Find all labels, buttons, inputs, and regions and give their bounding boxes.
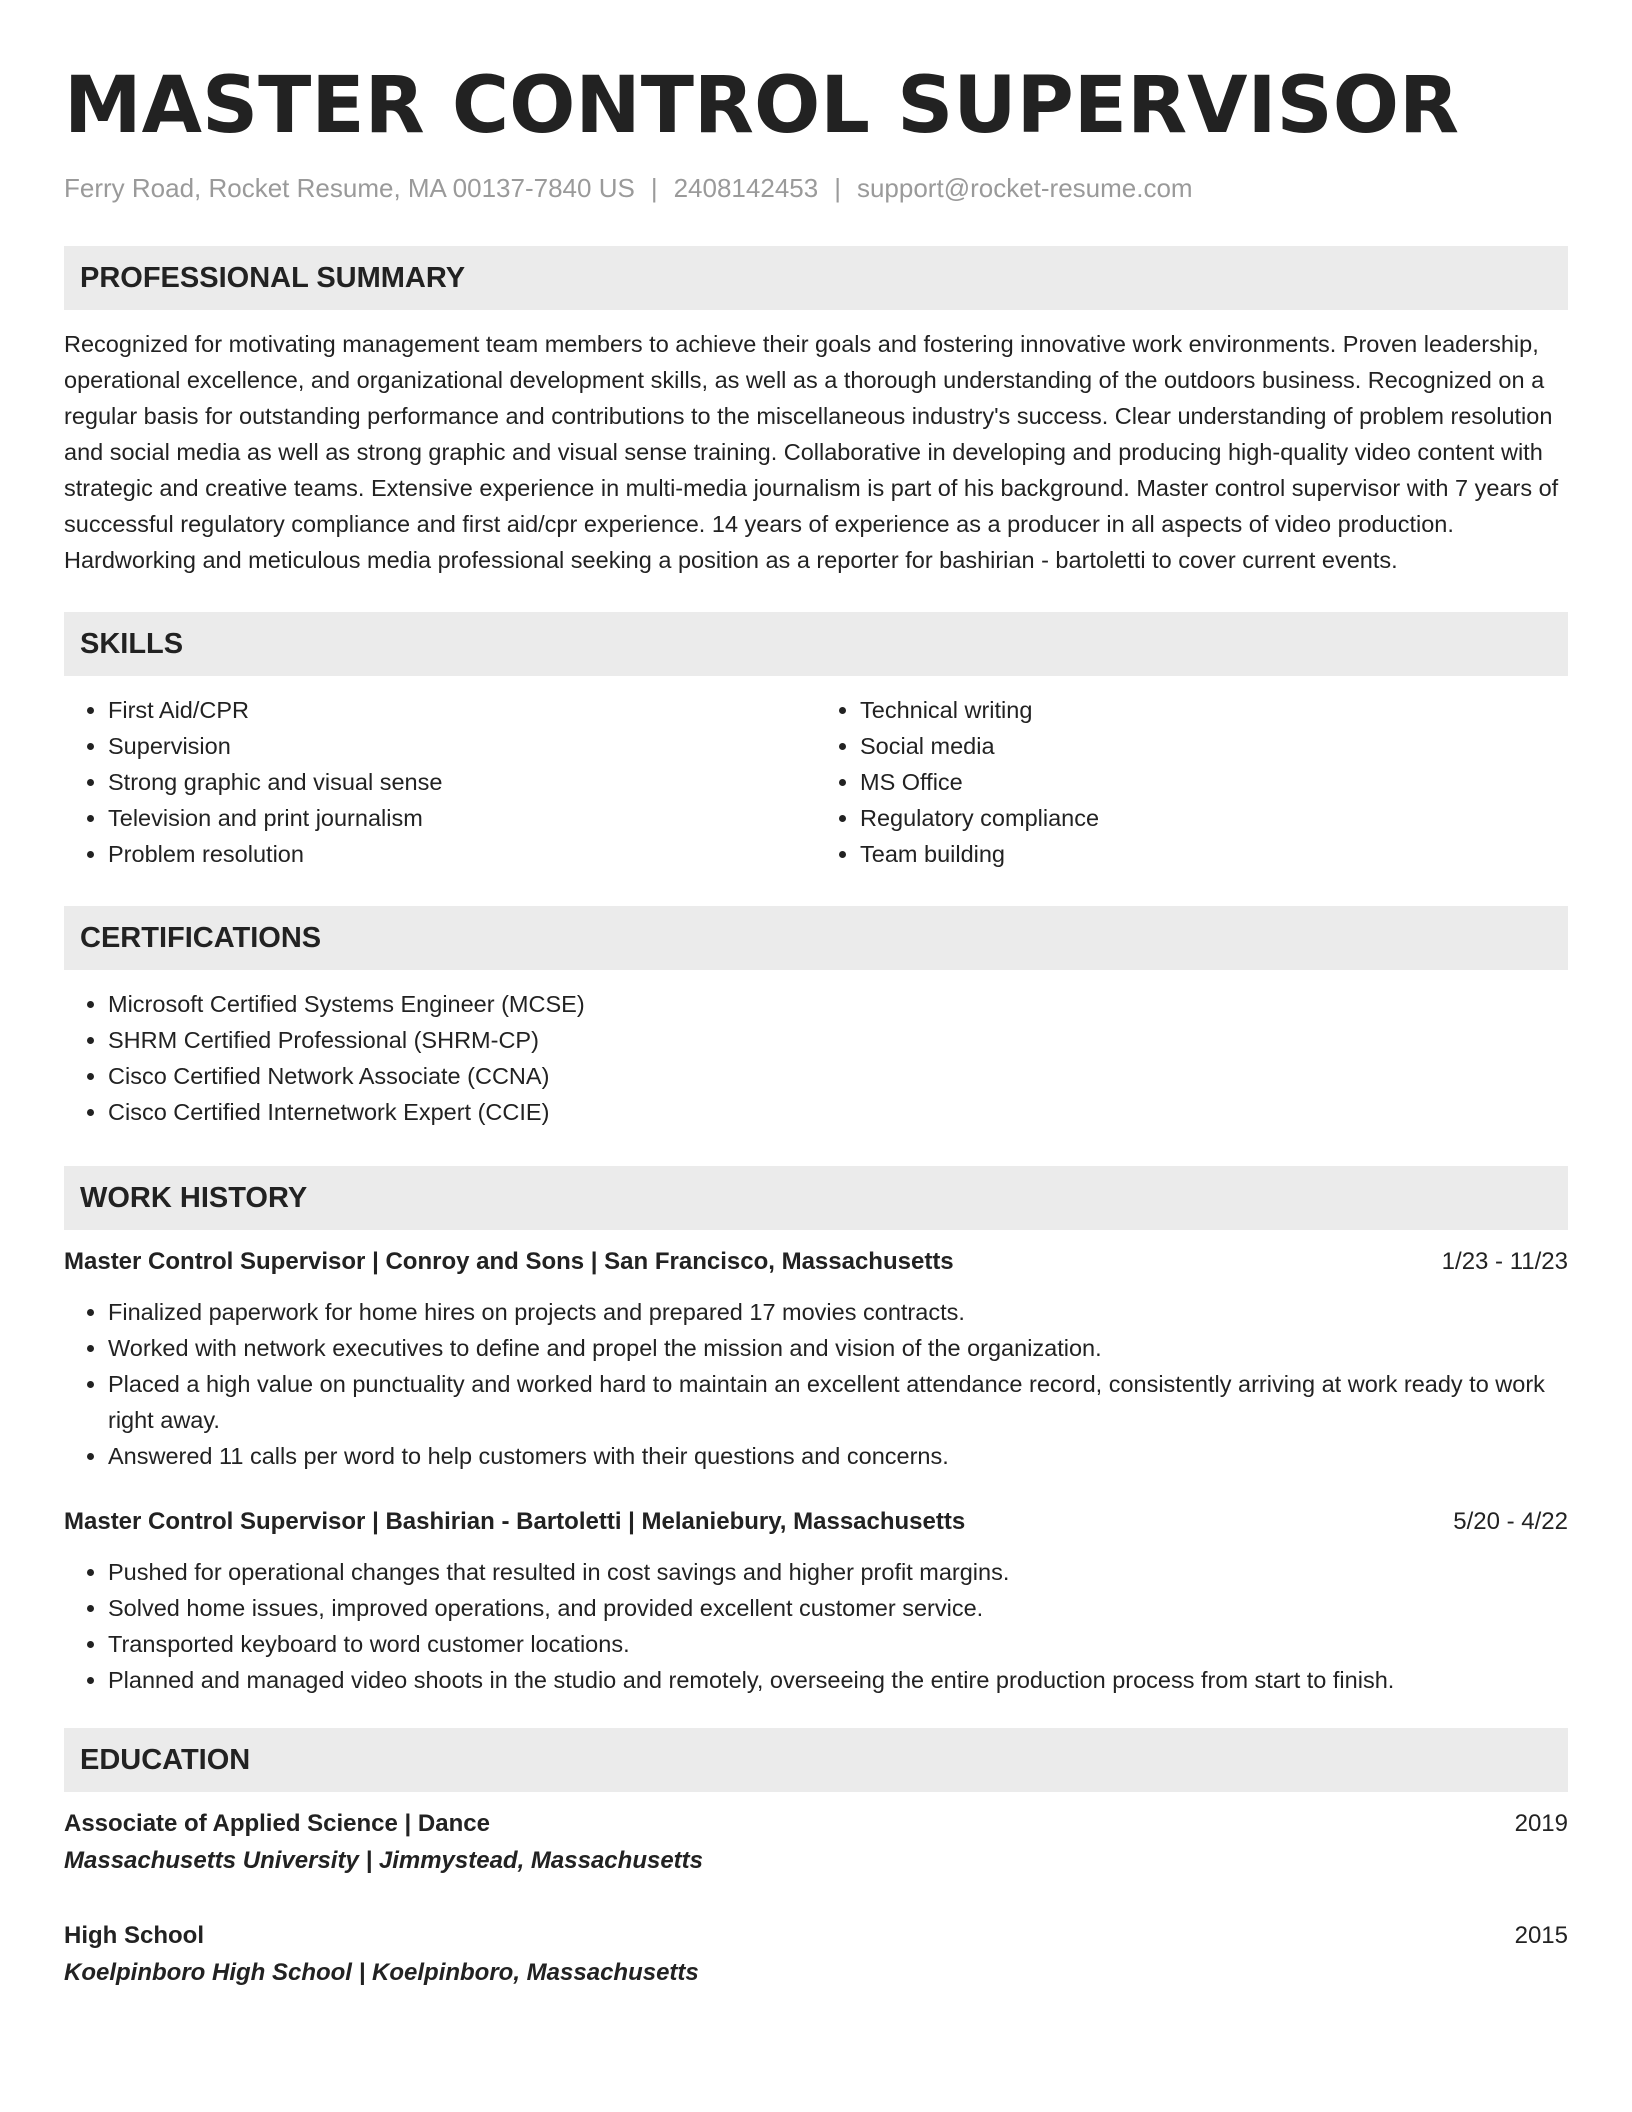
summary-text: Recognized for motivating management team members to achieve their goals and fostering innovative work environments. Proven leadership, operational excellence, and organizational development skills, as well as a thorough understanding of the outdoors business. Recognized on a regular basis for outstanding performance and contributions to the miscellaneous industry's success. Clear understanding of problem resolution and social media as well as strong graphic and visual sense training. Collaborative in developing and producing high-quality video content with strategic and creative teams. Extensive experience in multi-media journalism is part of his background. Master control supervisor with 7 years of successful regulatory compliance and first aid/cpr experience. 14 years of experience as a producer in all aspects of video production. Hardworking and meticulous media professional seeking a position as a reporter for bashirian - bartoletti to cover current events.: [64, 331, 1559, 573]
skills-list: [64, 692, 1568, 872]
job-dates: 5/20 - 4/22: [1453, 1508, 1568, 1535]
list-item: • Finalized paperwork for home hires on projects and prepared 17 movies contracts.: [108, 1294, 1568, 1330]
list-item: • Cisco Certified Network Associate (CCNA): [108, 1058, 1568, 1094]
list-item: • Answered 11 calls per word to help customers with their questions and concerns.: [108, 1438, 1568, 1474]
degree: High School: [64, 1922, 204, 1949]
separator: |: [650, 173, 658, 203]
phone: 2408142453: [673, 173, 819, 203]
contact-line: [64, 170, 1568, 206]
list-item: • Technical writing: [860, 692, 1568, 728]
graduation-year: 2015: [1514, 1922, 1568, 1949]
list-item: • Supervision: [108, 728, 816, 764]
list-item: • Team building: [860, 836, 1568, 872]
list-item: • Problem resolution: [108, 836, 816, 872]
list-item: • MS Office: [860, 764, 1568, 800]
job-title: Master Control Supervisor | Bashirian - Bartoletti | Melaniebury, Massachusetts: [64, 1508, 966, 1535]
job-entry: [64, 1244, 1568, 1474]
list-item: • Solved home issues, improved operations, and provided excellent customer service.: [108, 1590, 1568, 1626]
list-item: • Microsoft Certified Systems Engineer (MCSE): [108, 986, 1568, 1022]
education-entry: [64, 1806, 1568, 1880]
section-heading-work-history: WORK HISTORY: [64, 1166, 1568, 1230]
email: support@rocket-resume.com: [856, 173, 1193, 203]
list-item: • SHRM Certified Professional (SHRM-CP): [108, 1022, 1568, 1058]
list-item: • Pushed for operational changes that resulted in cost savings and higher profit margins.: [108, 1554, 1568, 1590]
list-item: • Television and print journalism: [108, 800, 816, 836]
section-heading-education: EDUCATION: [64, 1728, 1568, 1792]
job-bullets: [64, 1554, 1568, 1698]
list-item: • Social media: [860, 728, 1568, 764]
list-item: • Strong graphic and visual sense: [108, 764, 816, 800]
section-heading-certifications: CERTIFICATIONS: [64, 906, 1568, 970]
job-bullets: [64, 1294, 1568, 1474]
list-item: • First Aid/CPR: [108, 692, 816, 728]
address: Ferry Road, Rocket Resume, MA 00137-7840 US: [64, 173, 635, 203]
job-title: Master Control Supervisor | Conroy and Sons | San Francisco, Massachusetts: [64, 1248, 954, 1275]
job-entry: [64, 1504, 1568, 1698]
list-item: • Planned and managed video shoots in the studio and remotely, overseeing the entire production process from start to finish.: [108, 1662, 1568, 1698]
list-item: • Placed a high value on punctuality and worked hard to maintain an excellent attendance record, consistently arriving at work ready to work right away.: [108, 1366, 1568, 1438]
separator: |: [834, 173, 841, 203]
section-heading-skills: SKILLS: [64, 612, 1568, 676]
job-dates: 1/23 - 11/23: [1441, 1248, 1568, 1275]
education-entry: [64, 1918, 1568, 1992]
candidate-name: MASTER CONTROL SUPERVISOR: [64, 61, 1460, 151]
certifications-list: [64, 986, 1568, 1130]
degree: Associate of Applied Science | Dance: [64, 1810, 490, 1837]
skills-left-column: [64, 692, 816, 872]
list-item: • Cisco Certified Internetwork Expert (CCIE): [108, 1094, 1568, 1130]
list-item: • Transported keyboard to word customer locations.: [108, 1626, 1568, 1662]
skills-right-column: [816, 692, 1568, 872]
list-item: • Regulatory compliance: [860, 800, 1568, 836]
school: Koelpinboro High School | Koelpinboro, Massachusetts: [64, 1959, 699, 1986]
school: Massachusetts University | Jimmystead, Massachusetts: [64, 1847, 703, 1874]
list-item: • Worked with network executives to define and propel the mission and vision of the organization.: [108, 1330, 1568, 1366]
graduation-year: 2019: [1514, 1810, 1568, 1837]
section-heading-summary: PROFESSIONAL SUMMARY: [64, 246, 1568, 310]
